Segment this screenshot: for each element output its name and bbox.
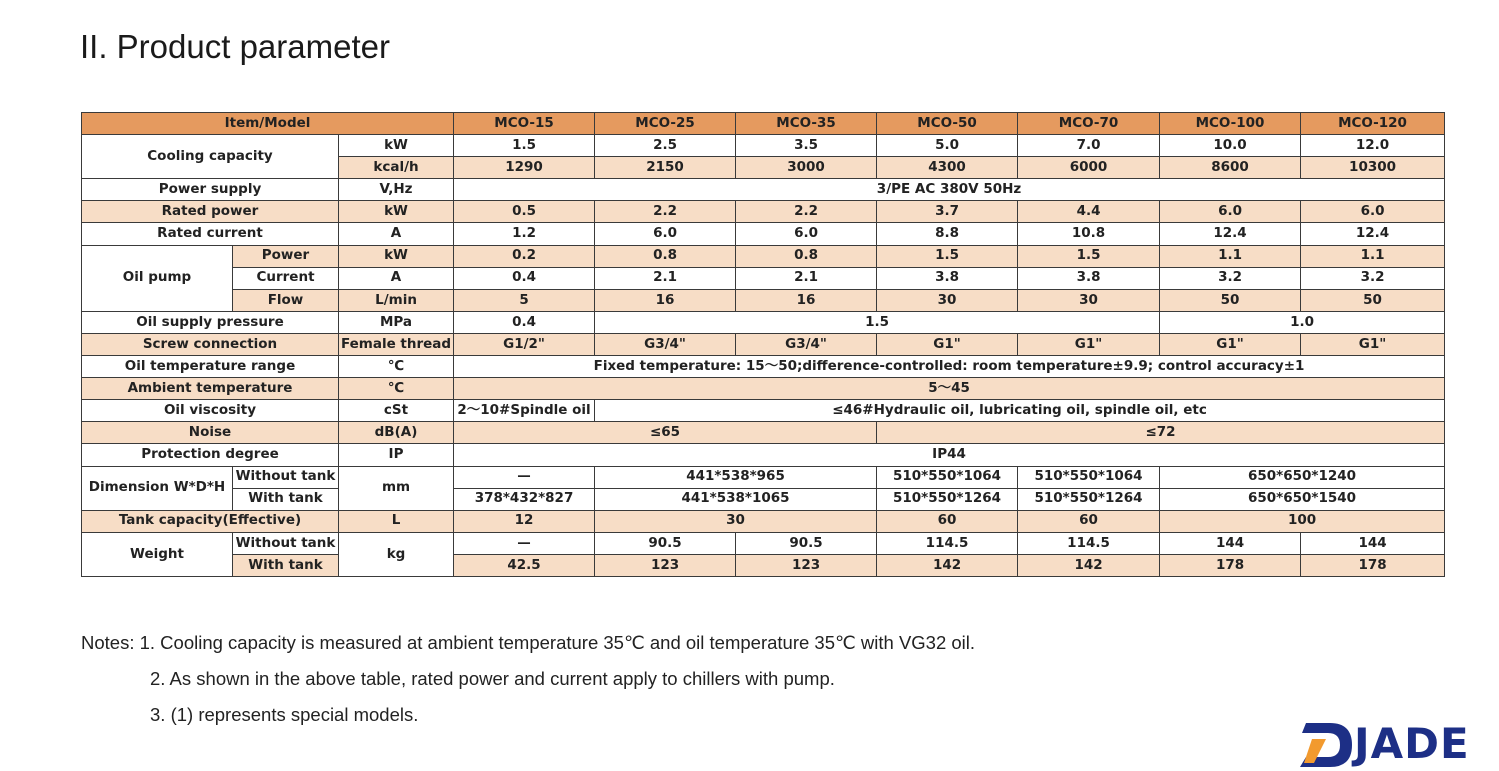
value-cell: 510*550*1064	[877, 466, 1018, 488]
value-cell: 6.0	[595, 223, 736, 245]
value-cell: 1.1	[1301, 245, 1445, 267]
ambient-temperature-label: Ambient temperature	[82, 378, 339, 400]
sub-label: With tank	[233, 488, 339, 510]
value-cell: 3.2	[1301, 267, 1445, 289]
model-header: MCO-70	[1018, 113, 1160, 135]
protection-degree-label: Protection degree	[82, 444, 339, 466]
value-cell: 144	[1301, 532, 1445, 554]
table-row	[82, 488, 1445, 510]
value-cell: 90.5	[736, 532, 877, 554]
cooling-capacity-label: Cooling capacity	[82, 135, 339, 179]
product-parameter-table	[81, 112, 1445, 577]
table-row	[82, 378, 1445, 400]
table-row	[82, 510, 1445, 532]
sub-label: Flow	[233, 289, 339, 311]
value-cell: 0.8	[736, 245, 877, 267]
value-cell: 2150	[595, 157, 736, 179]
value-cell: —	[454, 532, 595, 554]
unit-cell: kW	[339, 135, 454, 157]
value-cell: 0.2	[454, 245, 595, 267]
value-cell: 7.0	[1018, 135, 1160, 157]
value-cell: 30	[1018, 289, 1160, 311]
unit-cell: kW	[339, 201, 454, 223]
unit-cell: A	[339, 223, 454, 245]
value-cell: 3000	[736, 157, 877, 179]
value-cell: 2.2	[736, 201, 877, 223]
value-cell: 30	[595, 510, 877, 532]
value-cell: G3/4"	[736, 333, 877, 355]
value-cell: 4.4	[1018, 201, 1160, 223]
model-header: MCO-15	[454, 113, 595, 135]
value-cell: 6.0	[736, 223, 877, 245]
value-cell: 3/PE AC 380V 50Hz	[454, 179, 1445, 201]
value-cell: 114.5	[877, 532, 1018, 554]
value-cell: 1.2	[454, 223, 595, 245]
value-cell: 178	[1301, 554, 1445, 576]
oil-viscosity-label: Oil viscosity	[82, 400, 339, 422]
value-cell: 142	[1018, 554, 1160, 576]
value-cell: G1"	[877, 333, 1018, 355]
value-cell: 4300	[877, 157, 1018, 179]
unit-cell: mm	[339, 466, 454, 510]
value-cell: 1.0	[1160, 311, 1445, 333]
table-row	[82, 223, 1445, 245]
screw-connection-label: Screw connection	[82, 333, 339, 355]
value-cell: 1.1	[1160, 245, 1301, 267]
value-cell: 5	[454, 289, 595, 311]
unit-cell: cSt	[339, 400, 454, 422]
value-cell: 90.5	[595, 532, 736, 554]
value-cell: 3.5	[736, 135, 877, 157]
jade-logo	[1296, 716, 1486, 770]
value-cell: 50	[1160, 289, 1301, 311]
value-cell: 12.4	[1301, 223, 1445, 245]
model-header: MCO-50	[877, 113, 1018, 135]
notes	[81, 630, 975, 738]
value-cell: 650*650*1540	[1160, 488, 1445, 510]
value-cell: 10.0	[1160, 135, 1301, 157]
value-cell: 0.4	[454, 311, 595, 333]
table-row	[82, 245, 1445, 267]
value-cell: 50	[1301, 289, 1445, 311]
oil-supply-pressure-label: Oil supply pressure	[82, 311, 339, 333]
value-cell: 5.0	[877, 135, 1018, 157]
page-title: II. Product parameter	[80, 28, 390, 65]
value-cell: 3.7	[877, 201, 1018, 223]
unit-cell: L	[339, 510, 454, 532]
value-cell: 16	[736, 289, 877, 311]
table-row	[82, 444, 1445, 466]
model-header: MCO-35	[736, 113, 877, 135]
jade-logo-mark-icon	[1296, 717, 1358, 769]
value-cell: 12.0	[1301, 135, 1445, 157]
value-cell: 8.8	[877, 223, 1018, 245]
value-cell: 378*432*827	[454, 488, 595, 510]
value-cell: 441*538*965	[595, 466, 877, 488]
table-row	[82, 356, 1445, 378]
sub-label: Without tank	[233, 466, 339, 488]
value-cell: 42.5	[454, 554, 595, 576]
unit-cell: dB(A)	[339, 422, 454, 444]
unit-cell: kcal/h	[339, 157, 454, 179]
unit-cell: A	[339, 267, 454, 289]
value-cell: 12.4	[1160, 223, 1301, 245]
value-cell: 6.0	[1160, 201, 1301, 223]
value-cell: ≤72	[877, 422, 1445, 444]
value-cell: 3.2	[1160, 267, 1301, 289]
sub-label: Current	[233, 267, 339, 289]
unit-cell: V,Hz	[339, 179, 454, 201]
value-cell: —	[454, 466, 595, 488]
table-row	[82, 201, 1445, 223]
value-cell: 10300	[1301, 157, 1445, 179]
rated-current-label: Rated current	[82, 223, 339, 245]
value-cell: 144	[1160, 532, 1301, 554]
oil-temperature-range-label: Oil temperature range	[82, 356, 339, 378]
dimension-label: Dimension W*D*H	[82, 466, 233, 510]
value-cell: 2～10#Spindle oil	[454, 400, 595, 422]
value-cell: 1.5	[877, 245, 1018, 267]
item-model-header: Item/Model	[82, 113, 454, 135]
unit-cell: ℃	[339, 378, 454, 400]
weight-label: Weight	[82, 532, 233, 576]
value-cell: 123	[595, 554, 736, 576]
value-cell: 0.5	[454, 201, 595, 223]
table-row	[82, 135, 1445, 157]
model-header: MCO-100	[1160, 113, 1301, 135]
value-cell: 650*650*1240	[1160, 466, 1445, 488]
model-header: MCO-25	[595, 113, 736, 135]
value-cell: ≤46#Hydraulic oil, lubricating oil, spindle oil, etc	[595, 400, 1445, 422]
sub-label: Without tank	[233, 532, 339, 554]
oil-pump-label: Oil pump	[82, 245, 233, 311]
unit-cell: kW	[339, 245, 454, 267]
unit-cell: Female thread	[339, 333, 454, 355]
table-row	[82, 311, 1445, 333]
table-row	[82, 267, 1445, 289]
sub-label: Power	[233, 245, 339, 267]
value-cell: 5～45	[454, 378, 1445, 400]
value-cell: ≤65	[454, 422, 877, 444]
table-row	[82, 400, 1445, 422]
table-header-row	[82, 113, 1445, 135]
noise-label: Noise	[82, 422, 339, 444]
value-cell: 114.5	[1018, 532, 1160, 554]
value-cell: 1.5	[454, 135, 595, 157]
table-row	[82, 532, 1445, 554]
value-cell: 2.1	[595, 267, 736, 289]
tank-capacity-label: Tank capacity(Effective)	[82, 510, 339, 532]
value-cell: 12	[454, 510, 595, 532]
value-cell: 0.8	[595, 245, 736, 267]
model-header: MCO-120	[1301, 113, 1445, 135]
value-cell: 60	[1018, 510, 1160, 532]
value-cell: 441*538*1065	[595, 488, 877, 510]
value-cell: G1"	[1301, 333, 1445, 355]
table-row	[82, 333, 1445, 355]
unit-cell: MPa	[339, 311, 454, 333]
value-cell: 3.8	[877, 267, 1018, 289]
table-row	[82, 422, 1445, 444]
value-cell: 178	[1160, 554, 1301, 576]
value-cell: 10.8	[1018, 223, 1160, 245]
unit-cell: ℃	[339, 356, 454, 378]
value-cell: 123	[736, 554, 877, 576]
value-cell: 510*550*1064	[1018, 466, 1160, 488]
table-row	[82, 466, 1445, 488]
note-line: 3. (1) represents special models.	[150, 704, 419, 725]
unit-cell: L/min	[339, 289, 454, 311]
value-cell: G1"	[1018, 333, 1160, 355]
rated-power-label: Rated power	[82, 201, 339, 223]
power-supply-label: Power supply	[82, 179, 339, 201]
value-cell: 1.5	[595, 311, 1160, 333]
sub-label: With tank	[233, 554, 339, 576]
value-cell: 510*550*1264	[877, 488, 1018, 510]
value-cell: 6000	[1018, 157, 1160, 179]
value-cell: 60	[877, 510, 1018, 532]
value-cell: Fixed temperature: 15～50;difference-controlled: room temperature±9.9; control accuracy±1	[454, 356, 1445, 378]
value-cell: G3/4"	[595, 333, 736, 355]
value-cell: 0.4	[454, 267, 595, 289]
note-line: Notes: 1. Cooling capacity is measured at ambient temperature 35℃ and oil temperature 35℃ with VG32 oil.	[81, 632, 976, 653]
value-cell: 6.0	[1301, 201, 1445, 223]
value-cell: G1/2"	[454, 333, 595, 355]
logo-text: JADE	[1354, 718, 1470, 768]
value-cell: 3.8	[1018, 267, 1160, 289]
value-cell: 100	[1160, 510, 1445, 532]
note-line: 2. As shown in the above table, rated power and current apply to chillers with pump.	[150, 668, 835, 689]
value-cell: 2.2	[595, 201, 736, 223]
value-cell: 1.5	[1018, 245, 1160, 267]
table-row	[82, 179, 1445, 201]
value-cell: 510*550*1264	[1018, 488, 1160, 510]
value-cell: 30	[877, 289, 1018, 311]
value-cell: 16	[595, 289, 736, 311]
value-cell: 2.5	[595, 135, 736, 157]
value-cell: IP44	[454, 444, 1445, 466]
unit-cell: IP	[339, 444, 454, 466]
table-row	[82, 554, 1445, 576]
table-row	[82, 289, 1445, 311]
unit-cell: kg	[339, 532, 454, 576]
value-cell: 8600	[1160, 157, 1301, 179]
value-cell: G1"	[1160, 333, 1301, 355]
value-cell: 142	[877, 554, 1018, 576]
value-cell: 1290	[454, 157, 595, 179]
value-cell: 2.1	[736, 267, 877, 289]
